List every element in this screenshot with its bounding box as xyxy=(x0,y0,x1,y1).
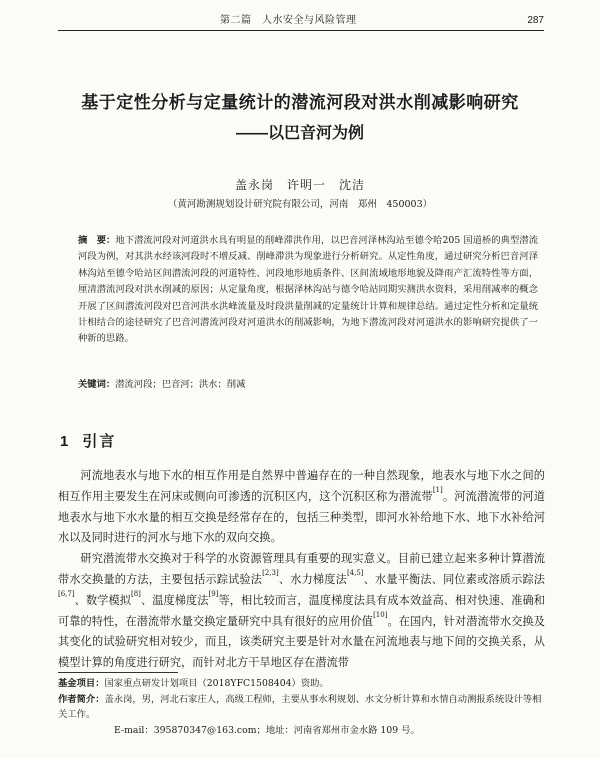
section-title: 引言 xyxy=(82,433,117,450)
paragraph-text: 、数学模拟 xyxy=(74,593,131,607)
paragraph-text: 、水力梯度法 xyxy=(278,572,347,586)
citation: [4,5] xyxy=(346,568,364,577)
affiliation: （黄河勘测规划设计研究院有限公司，河南 郑州 450003） xyxy=(167,199,433,210)
footnotes xyxy=(58,676,545,738)
fund-label: 基金项目： xyxy=(58,678,105,688)
section-heading xyxy=(60,430,116,451)
abstract-label: 摘 要： xyxy=(78,235,116,245)
author-label: 作者简介： xyxy=(58,693,105,704)
paragraph-text: 、温度梯度法 xyxy=(140,593,209,607)
author-note xyxy=(58,692,545,723)
section-number: 1 xyxy=(60,433,71,450)
fund-text: 国家重点研发计划项目（2018YFC1508404）资助。 xyxy=(104,678,329,689)
keywords-text: 潜流河段；巴音河；洪水；削减 xyxy=(115,379,246,390)
citation: [2,3] xyxy=(262,568,279,577)
author-text: 盖永岗，男，河北石家庄人，高级工程师，主要从事水利规划、水文分析计算和水情自动测报系统设计等相关工作。 xyxy=(58,693,542,721)
footnote-divider xyxy=(58,672,178,673)
citation: [10] xyxy=(373,610,388,619)
abstract xyxy=(78,232,538,348)
authors: 盖永岗 许明一 沈洁 xyxy=(234,178,365,192)
header-section: 第二篇 人水安全与风险管理 xyxy=(220,15,357,26)
email-note: E-mail：395870347@163.com；地址：河南省郑州市金水路 109 号。 xyxy=(114,724,420,736)
citation: [6,7] xyxy=(58,589,75,598)
paragraph-text: 。在国内，针对潜流带水交换及其变化的试验研究相对较少，而且，该类研究主要是针对水量在河流地表与地下间的交换关系，从模型计算的角度进行研究，而针对北方干旱地区存在潜流带 xyxy=(58,614,545,670)
paper-subtitle: ——以巴音河为例 xyxy=(235,125,364,142)
page-number: 287 xyxy=(527,15,544,26)
paragraph-text: 研究潜流带水交换对于科学的水资源管理具有重要的现实意义。目前已建立起来多种计算潜流带水交换量的方法，主要包括示踪试验法 xyxy=(58,552,545,586)
citation: [1] xyxy=(432,485,443,494)
fund-note xyxy=(58,676,545,692)
citation: [8] xyxy=(130,589,141,598)
paragraph-text: 等，相比较而言，温度梯度法具有成本效益高、相对快速、准确和可靠的特性，在潜流带水量交换定量研究中具有很好的应用价值 xyxy=(58,593,545,628)
body-text xyxy=(58,466,545,674)
paragraph xyxy=(58,466,545,549)
paragraph-text: 河流地表水与地下水的相互作用是自然界中普遍存在的一种自然现象，地表水与地下水之间的相互作用主要发生在河床或侧向可渗透的沉积区内，这个沉积区称为潜流带 xyxy=(58,469,545,503)
abstract-text: 地下潜流河段对河道洪水具有明显的削峰滞洪作用，以巴音河泽林沟站至德令哈205 国道桥的典型潜流河段为例，对其洪水经该河段时不增反减、削峰滞洪为现象进行分析研究。从定性角度，通过研究分析巴音河泽林沟站至德令哈站区间潜流河段的河道特性、河段地形地质条件、区间流域地形地貌及降雨产汇流特性等方面，厘清潜流河段对洪水削减的原因；从定量角度，根据泽林沟站与德令哈站同期实测洪水资料，采用削减率的概念开展了区间潜流河段对巴音河洪水洪峰流量及时段洪量削减的定量统计计算和规律总结。通过定性分析和定量统计相结合的途径研究了巴音河潜流河段对河道洪水的削减影响，为地下潜流河段对河道洪水的影响研究提供了一种新的思路。 xyxy=(78,235,538,345)
keywords xyxy=(78,376,538,393)
citation: [9] xyxy=(208,589,219,598)
paper-title: 基于定性分析与定量统计的潜流河段对洪水削减影响研究 xyxy=(81,93,519,112)
paragraph-text: 、水量平衡法、同位素或溶质示踪法 xyxy=(363,572,545,586)
paragraph xyxy=(58,549,545,674)
keywords-label: 关键词： xyxy=(78,379,116,389)
running-header xyxy=(58,12,544,31)
paragraph-text: 。河流潜流带的河道地表水与地下水水量的相互交换是经常存在的，包括三种类型，即河水补给地下水、地下水补给河水以及同时进行的河水与地下水的双向交换。 xyxy=(58,489,545,545)
